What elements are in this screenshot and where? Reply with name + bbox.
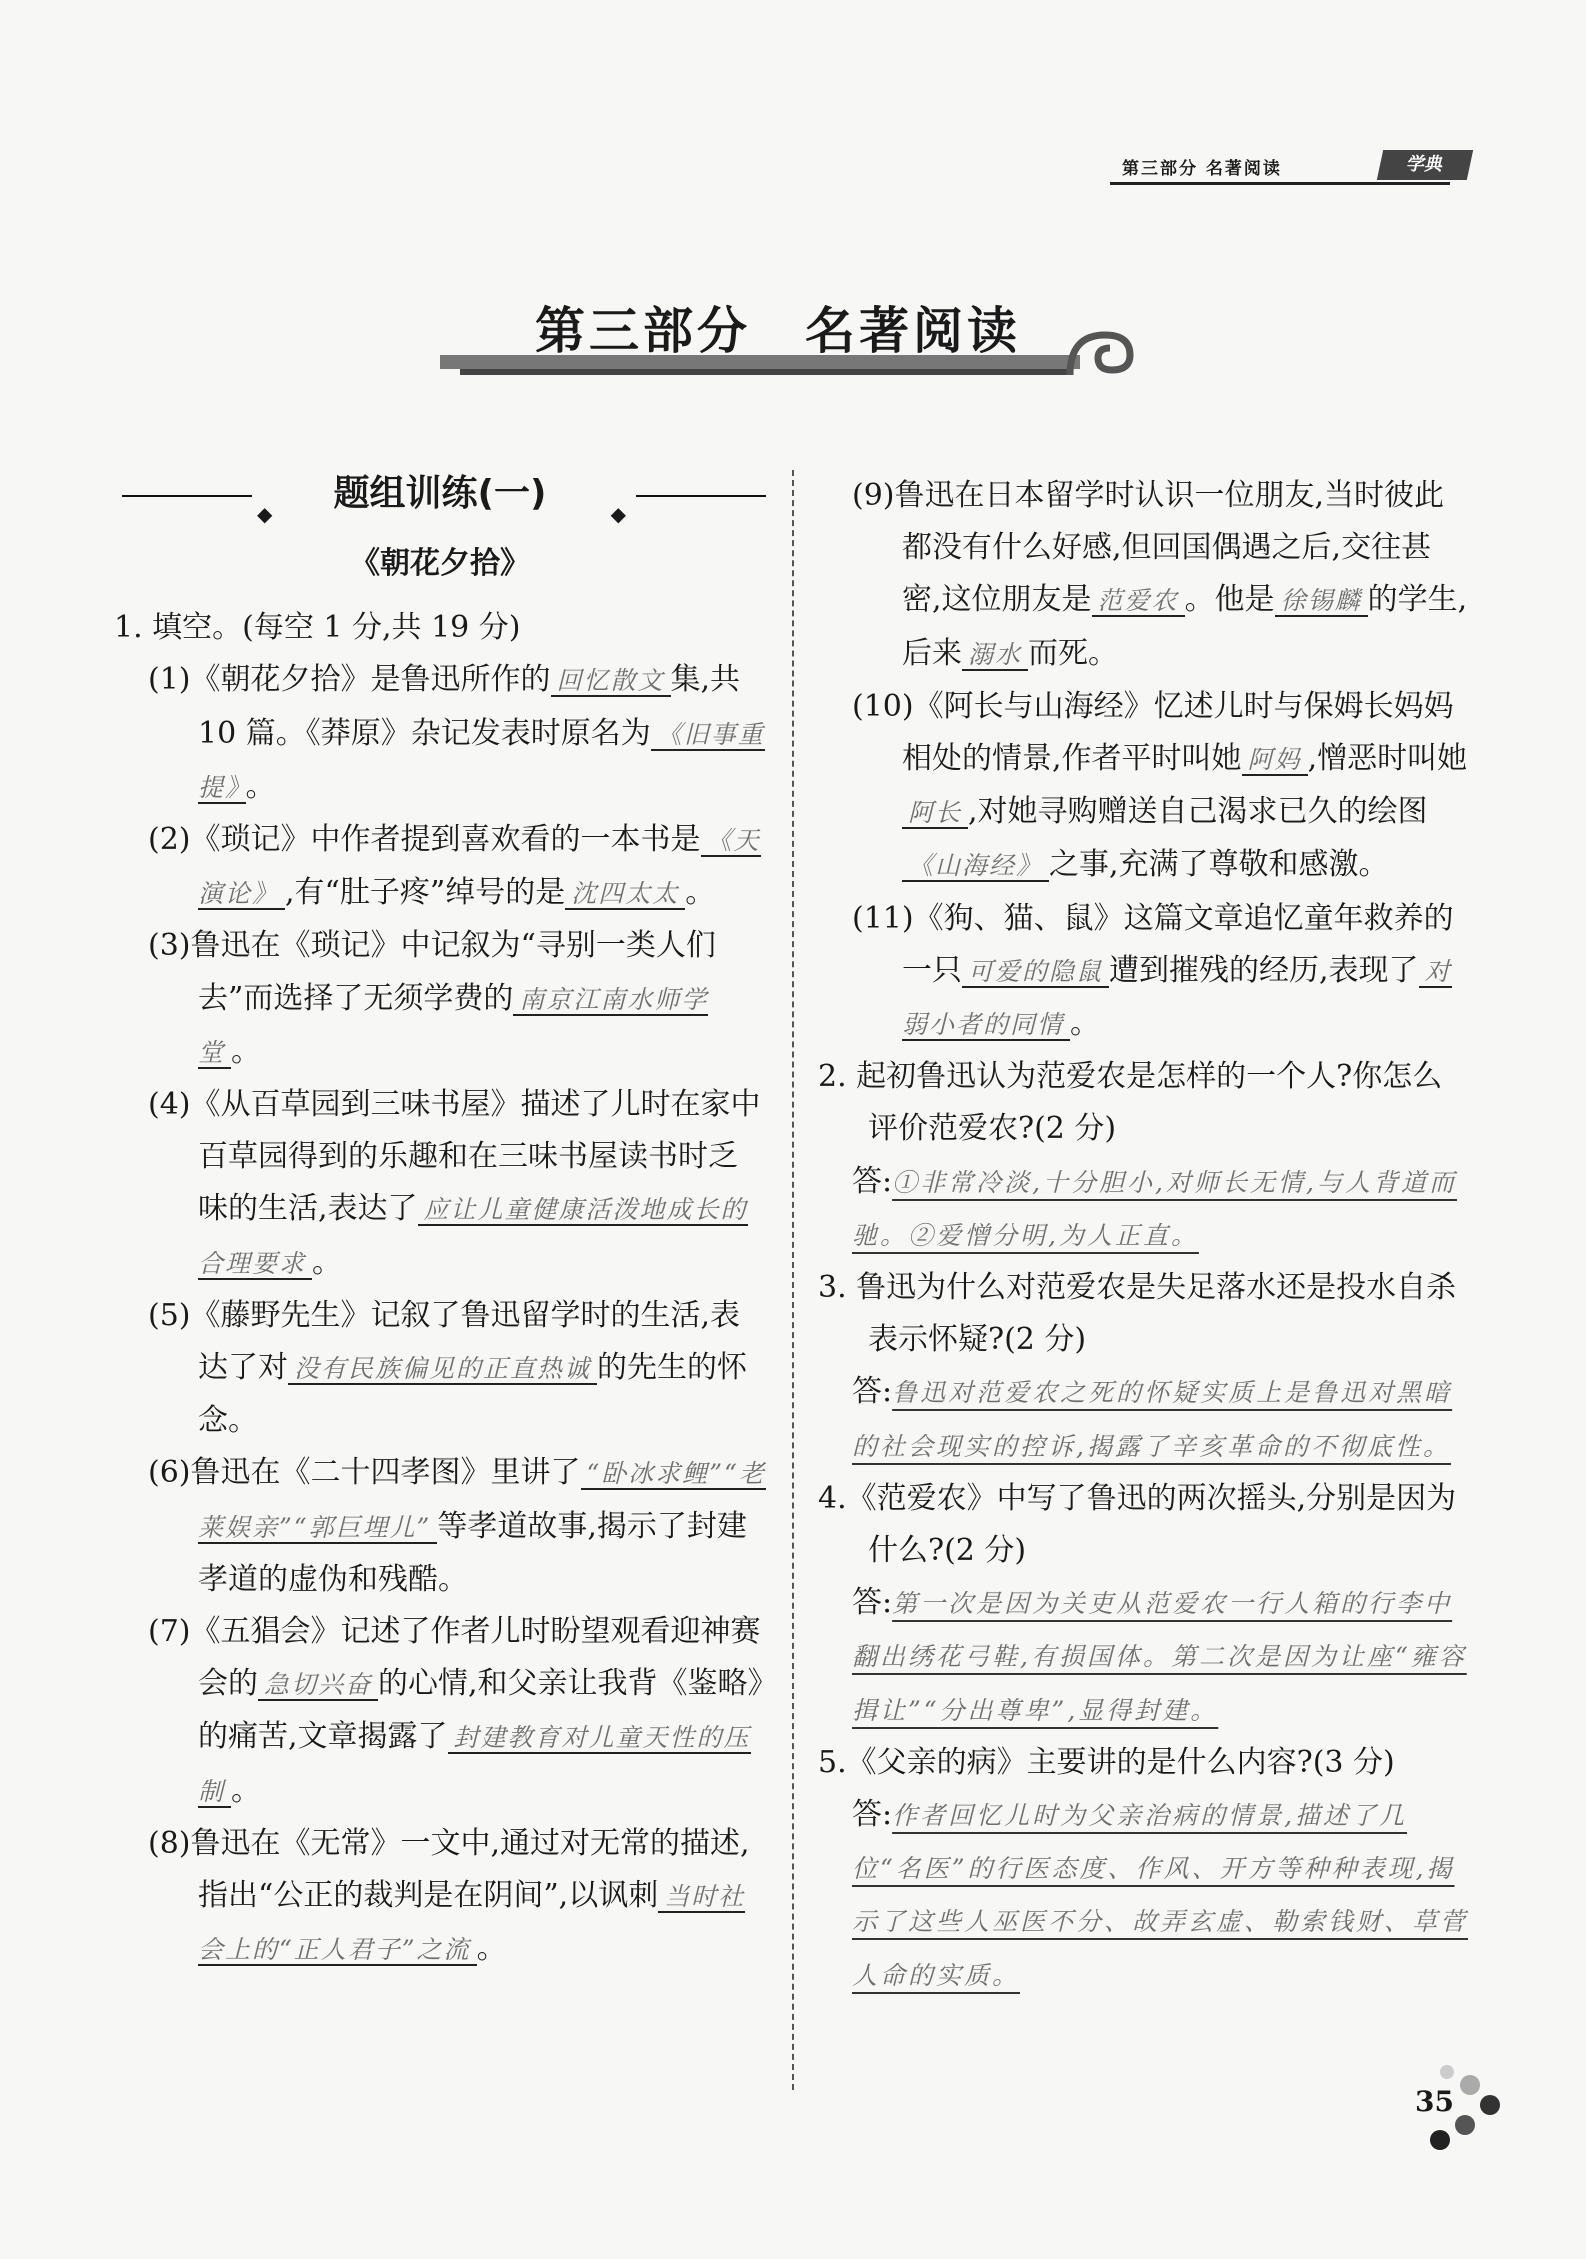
item-text: (6)鲁迅在《二十四孝图》里讲了 [148, 1455, 581, 1491]
item-text: (11)《狗、猫、鼠》这篇文章追忆童年救养的一只 [852, 900, 1454, 988]
heading-rule-right [636, 495, 766, 497]
item-text: 。 [231, 1772, 262, 1808]
answer-blank: 沈四太太 [565, 879, 685, 910]
q1-item-6 [114, 1447, 766, 1606]
q2-stem: 2. 起初鲁迅认为范爱农是怎样的一个人?你怎么评价范爱农?(2 分) [818, 1059, 1443, 1147]
dot-icon [1430, 2130, 1450, 2150]
item-text: (4)《从百草园到三味书屋》描述了儿时在家中百草园得到的乐趣和在三味书屋读书时乏味的生活,表达了 [148, 1087, 761, 1227]
heading-rule-left [122, 495, 252, 497]
page-number: 35 [1415, 2085, 1454, 2118]
dot-icon [1480, 2095, 1500, 2115]
q1-item-10 [818, 681, 1468, 893]
item-text: (8)鲁迅在《无常》一文中,通过对无常的描述,指出“公正的裁判是在阴间”,以讽刺 [148, 1825, 750, 1914]
item-text: 的先生的怀念。 [198, 1350, 748, 1439]
item-text: 之事,充满了尊敬和感激。 [1049, 847, 1389, 883]
item-text: (3)鲁迅在《琐记》中记叙为“寻别一类人们去”而选择了无须学费的 [148, 928, 716, 1016]
header-section: 第三部分 名著阅读 [1122, 159, 1282, 179]
answer-text: 第一次是因为关吏从范爱农一行人箱的行李中翻出绣花弓鞋,有损国体。第二次是因为让座“雍容揖让”“分出尊卑”,显得封建。 [852, 1589, 1467, 1725]
q1-item-2 [114, 814, 766, 920]
right-column [818, 470, 1468, 2002]
answer-blank: 溺水 [962, 640, 1028, 671]
left-column [114, 468, 766, 1976]
q1-item-7 [114, 1606, 766, 1818]
q1-stem: 1. 填空。(每空 1 分,共 19 分) [114, 610, 521, 646]
dot-icon [1460, 2075, 1480, 2095]
q3-answer [818, 1366, 1468, 1472]
q1-item-8 [114, 1818, 766, 1977]
answer-blank: 范爱农 [1092, 586, 1185, 617]
publisher-logo: 学典 [1377, 150, 1473, 180]
item-text: 。 [685, 875, 716, 911]
book-title: 《朝花夕拾》 [350, 546, 530, 581]
item-text: 。 [312, 1244, 343, 1280]
part-title: 第三部分 名著阅读 [535, 302, 1021, 360]
item-text: (9)鲁迅在日本留学时认识一位朋友,当时彼此都没有什么好感,但回国偶遇之后,交往甚密,这位朋友是 [852, 478, 1445, 618]
item-text: (7)《五猖会》记述了作者儿时盼望观看迎神赛会的 [148, 1614, 761, 1702]
answer-label: 答: [852, 1585, 893, 1621]
item-text: 。 [245, 768, 276, 804]
item-text: 。 [476, 1931, 507, 1967]
item-text: 。他是 [1184, 582, 1275, 618]
banner-bar-shadow [460, 369, 1070, 375]
q1-item-11 [818, 893, 1468, 1052]
q1-item-4 [114, 1079, 766, 1290]
answer-blank: 阿长 [902, 798, 968, 829]
q1-item-1 [114, 654, 766, 814]
q1-item-3 [114, 920, 766, 1079]
running-header [1110, 150, 1460, 186]
item-text: ,憎恶时叫她 [1307, 741, 1468, 777]
item-text: 而死。 [1028, 635, 1119, 671]
answer-blank: 当时社会上的“正人君子”之流 [198, 1882, 746, 1965]
part-banner [440, 285, 1140, 390]
answer-text: 作者回忆儿时为父亲治病的情景,描述了几位“名医”的行医态度、作风、开方等种种表现,揭示了这些人巫医不分、故弄玄虚、勒索钱财、草菅人命的实质。 [852, 1801, 1469, 1990]
item-text: (2)《琐记》中作者提到喜欢看的一本书是 [148, 822, 701, 858]
dot-icon [1440, 2065, 1454, 2079]
answer-label: 答: [852, 1374, 893, 1410]
dot-icon [1455, 2115, 1475, 2135]
item-text: (5)《藤野先生》记叙了鲁迅留学时的生活,表达了对 [148, 1297, 741, 1386]
answer-blank: 没有民族偏见的正直热诚 [288, 1354, 597, 1385]
answer-label: 答: [852, 1797, 893, 1833]
answer-blank: 阿妈 [1242, 745, 1308, 776]
diamond-icon: ◆ [610, 502, 626, 526]
answer-blank: 应让儿童健康活泼地成长的合理要求 [198, 1195, 748, 1278]
item-text: 。 [231, 1033, 262, 1069]
answer-blank: 《旧事重提》 [198, 719, 765, 802]
item-text: (10)《阿长与山海经》忆述儿时与保姆长妈妈相处的情景,作者平时叫她 [852, 688, 1454, 777]
cloud-swirl-icon [1060, 315, 1140, 385]
answer-blank: 急切兴奋 [258, 1670, 378, 1701]
diamond-icon: ◆ [257, 502, 273, 526]
q5-answer [818, 1789, 1468, 2002]
item-text: 等孝道故事,揭示了封建孝道的虚伪和残酷。 [198, 1508, 747, 1597]
item-text: ,有“肚子疼”绰号的是 [285, 875, 566, 911]
answer-blank: 《天演论》 [198, 826, 761, 909]
q4-stem: 4.《范爱农》中写了鲁迅的两次摇头,分别是因为什么?(2 分) [818, 1480, 1457, 1569]
q5-stem: 5.《父亲的病》主要讲的是什么内容?(3 分) [818, 1744, 1395, 1780]
answer-blank: 《山海经》 [902, 851, 1049, 882]
answer-blank: 徐锡麟 [1275, 586, 1368, 617]
q3-stem: 3. 鲁迅为什么对范爱农是失足落水还是投水自杀表示怀疑?(2 分) [818, 1270, 1457, 1358]
item-text: ,对她寻购赠送自己渴求已久的绘图 [968, 794, 1428, 830]
answer-text: 鲁迅对范爱农之死的怀疑实质上是鲁迅对黑暗的社会现实的控诉,揭露了辛亥革命的不彻底性。 [852, 1378, 1453, 1461]
item-text: 的心情,和父亲让我背《鉴略》的痛苦,文章揭露了 [198, 1666, 763, 1755]
answer-label: 答: [852, 1163, 893, 1199]
item-text: 的学生,后来 [902, 582, 1468, 671]
q4-answer [818, 1577, 1468, 1737]
column-divider [792, 470, 794, 2090]
item-text: (1)《朝花夕拾》是鲁迅所作的 [148, 662, 551, 698]
answer-blank: 封建教育对儿童天性的压制 [198, 1723, 751, 1806]
q2-answer [818, 1156, 1468, 1262]
item-text: 。 [1070, 1006, 1101, 1042]
answer-text: ①非常冷淡,十分胆小,对师长无情,与人背道而驰。②爱憎分明,为人正直。 [852, 1167, 1457, 1250]
answer-blank: “卧冰求鲤”“老莱娱亲”“郭巨埋儿” [198, 1459, 766, 1542]
answer-blank: 回忆散文 [551, 666, 671, 697]
answer-blank: 可爱的隐鼠 [962, 957, 1109, 988]
group-title: 题组训练(一) [333, 473, 547, 514]
item-text: 集,共 10 篇。《莽原》杂记发表时原名为 [198, 662, 741, 751]
q1-item-9 [818, 470, 1468, 681]
q1-item-5 [114, 1290, 766, 1448]
answer-blank: 南京江南水师学堂 [198, 984, 709, 1067]
item-text: 遭到摧残的经历,表现了 [1109, 952, 1419, 988]
answer-blank: 对弱小者的同情 [902, 956, 1452, 1040]
group-heading [114, 468, 766, 526]
header-rule [1110, 182, 1450, 185]
